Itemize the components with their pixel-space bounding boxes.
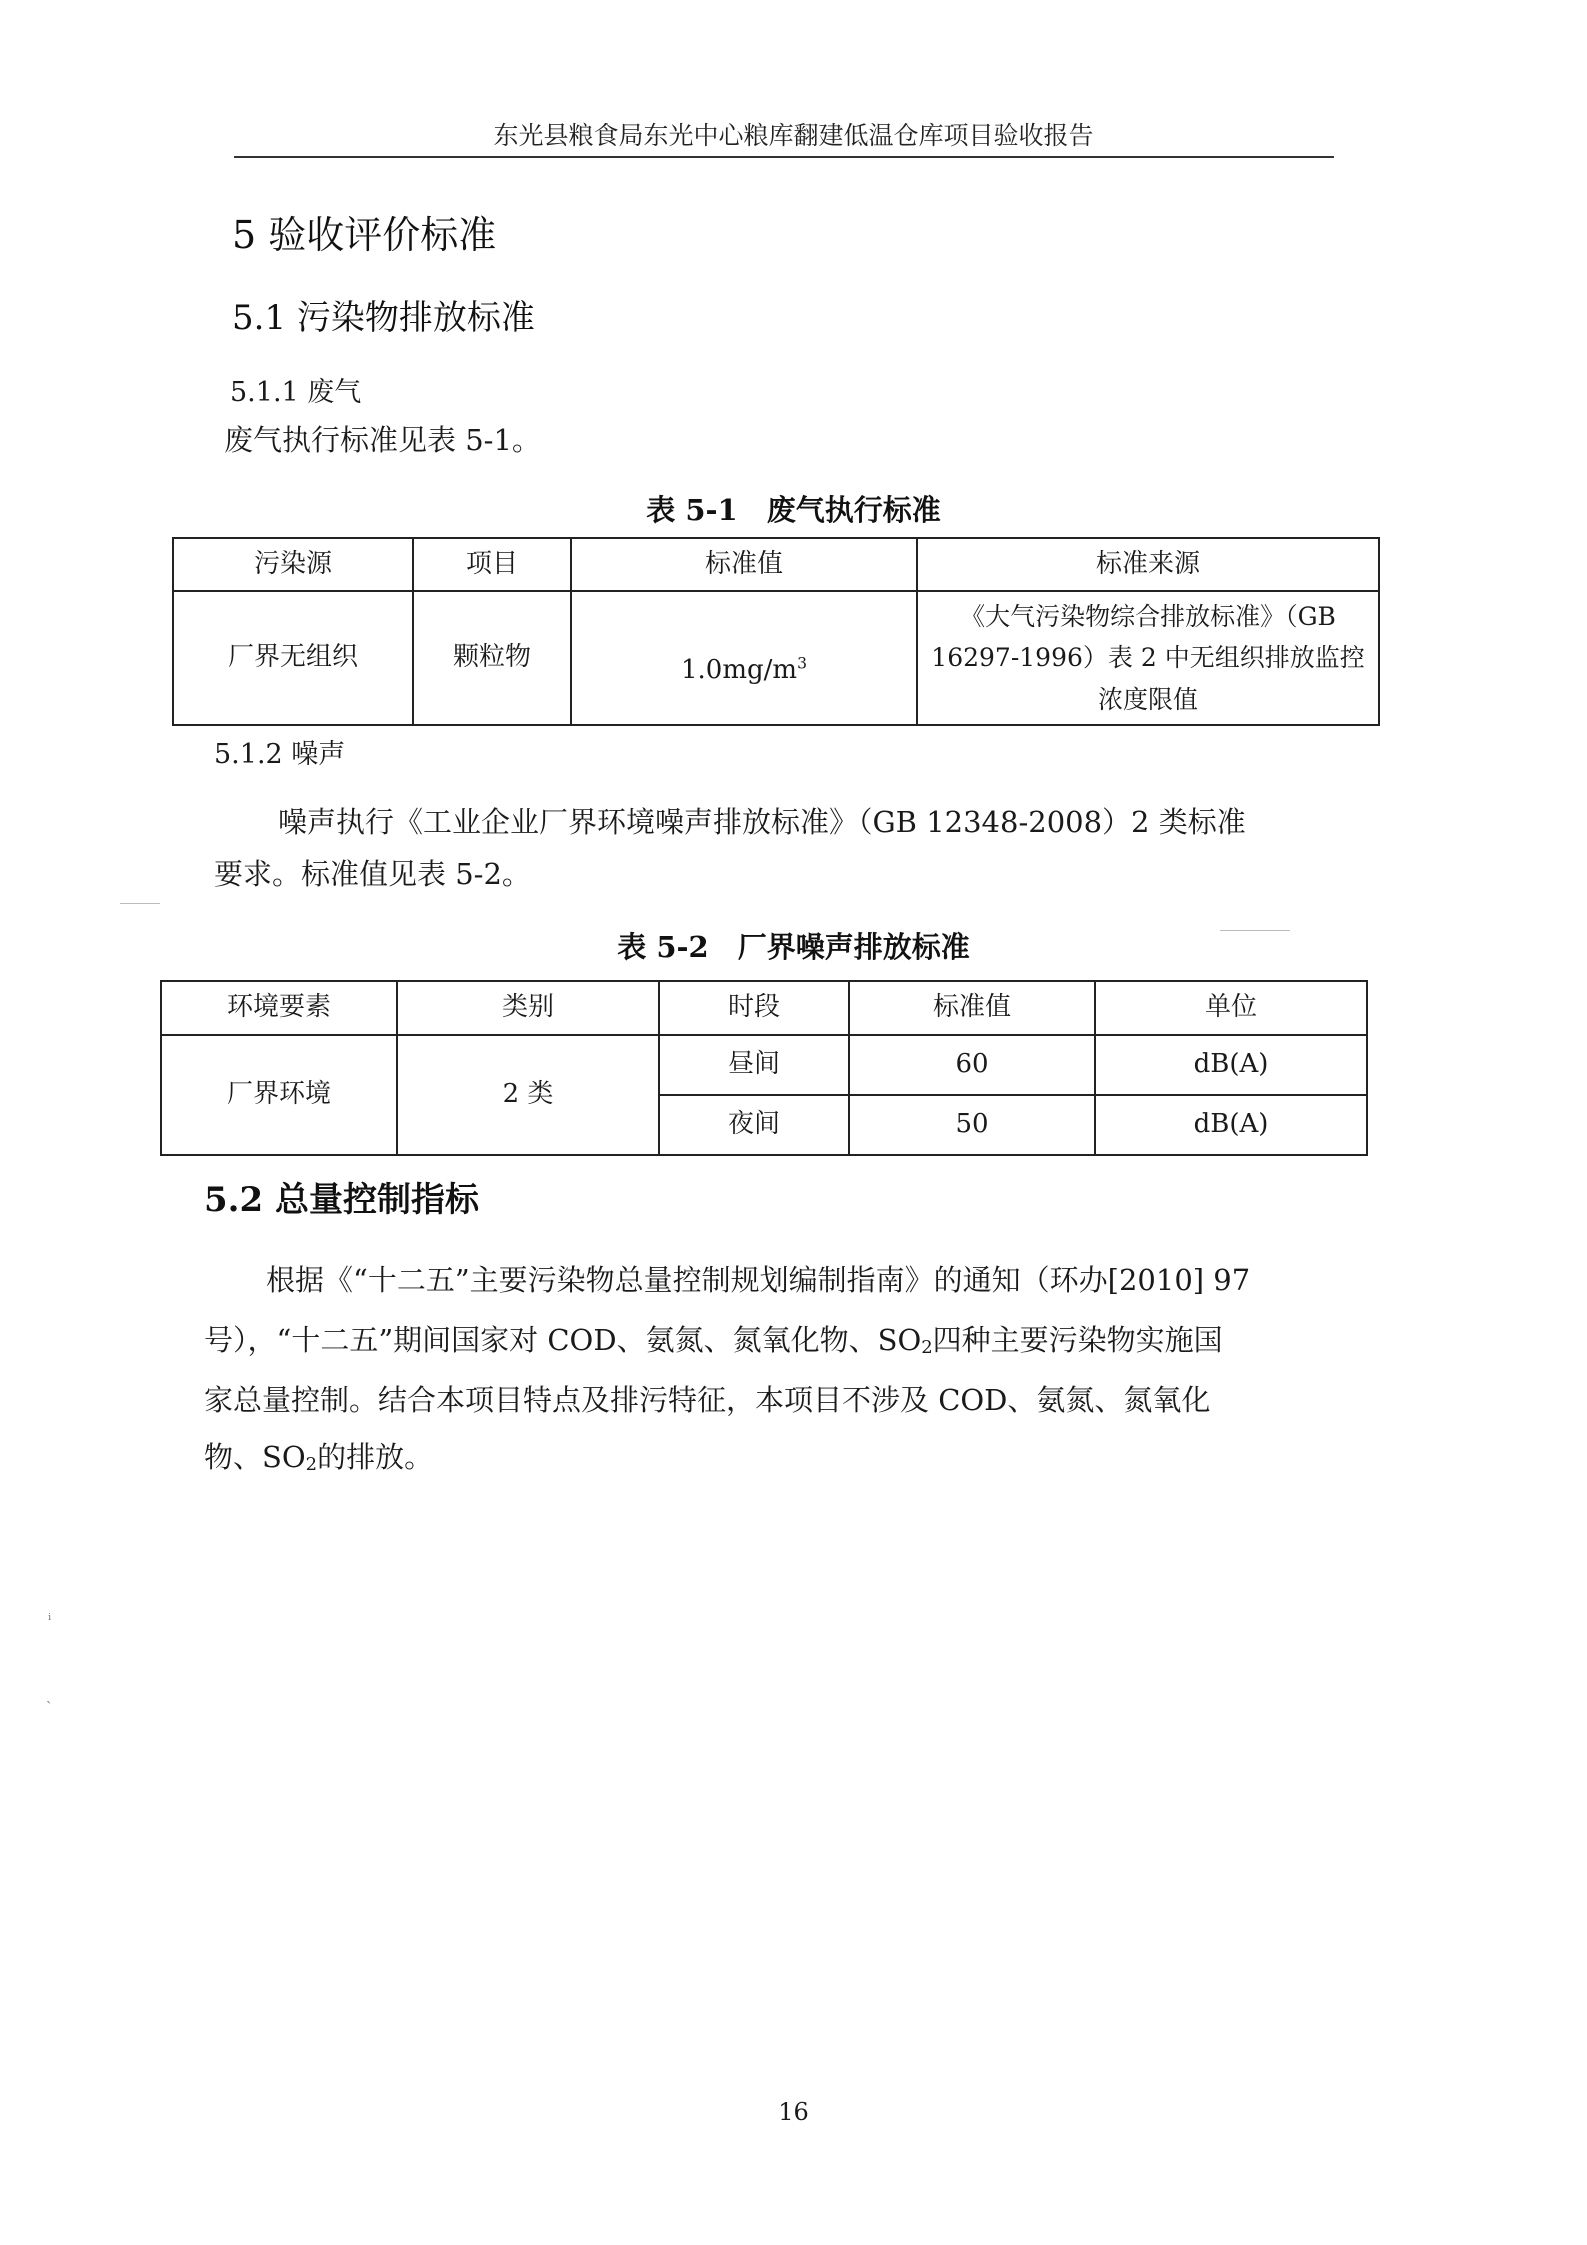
header-cell: 项目 bbox=[413, 538, 571, 591]
standard-source-cell: 《大气污染物综合排放标准》（GB 16297-1996）表 2 中无组织排放监控浓度限值 bbox=[917, 591, 1379, 725]
standard-value-text: 1.0mg/m bbox=[681, 655, 798, 686]
page-number: 16 bbox=[778, 2098, 809, 2126]
header-cell: 时段 bbox=[659, 981, 849, 1035]
line-4-text-a: 物、SO bbox=[204, 1440, 306, 1474]
table-header-row bbox=[161, 981, 1367, 1035]
subsection-5-1-2-title: 5.1.2 噪声 bbox=[214, 739, 346, 770]
scan-artifact: ˴ bbox=[46, 1690, 52, 1709]
header-cell: 标准值 bbox=[571, 538, 917, 591]
scan-artifact: ᵢ bbox=[48, 1605, 52, 1624]
unit-cell: dB(A) bbox=[1095, 1095, 1367, 1155]
header-cell: 标准来源 bbox=[917, 538, 1379, 591]
category-cell: 2 类 bbox=[397, 1035, 659, 1155]
table-row bbox=[173, 591, 1379, 725]
section-5-title: 5 验收评价标准 bbox=[232, 213, 497, 257]
line-4-text-b: 的排放。 bbox=[317, 1440, 434, 1474]
header-cell: 单位 bbox=[1095, 981, 1367, 1035]
environment-element-cell: 厂界环境 bbox=[161, 1035, 397, 1155]
header-cell: 类别 bbox=[397, 981, 659, 1035]
exhaust-standard-table bbox=[172, 537, 1380, 726]
running-header: 东光县粮食局东光中心粮库翻建低温仓库项目验收报告 bbox=[493, 121, 1094, 150]
header-cell: 污染源 bbox=[173, 538, 413, 591]
unit-cell: dB(A) bbox=[1095, 1035, 1367, 1095]
noise-paragraph-line-2: 要求。标准值见表 5-2。 bbox=[214, 857, 531, 891]
total-control-line-4 bbox=[204, 1435, 433, 1476]
standard-value-cell: 50 bbox=[849, 1095, 1095, 1155]
superscript-3: 3 bbox=[797, 654, 807, 673]
table-5-2-caption: 表 5-2 厂界噪声排放标准 bbox=[617, 930, 970, 964]
total-control-line-1: 根据《“十二五”主要污染物总量控制规划编制指南》的通知（环办[2010] 97 bbox=[266, 1263, 1251, 1297]
period-cell: 夜间 bbox=[659, 1095, 849, 1155]
noise-standard-table bbox=[160, 980, 1368, 1156]
subsection-5-1-1-title: 5.1.1 废气 bbox=[230, 377, 362, 408]
item-cell: 颗粒物 bbox=[413, 591, 571, 725]
noise-paragraph-line-1: 噪声执行《工业企业厂界环境噪声排放标准》（GB 12348-2008）2 类标准 bbox=[278, 805, 1246, 839]
header-cell: 标准值 bbox=[849, 981, 1095, 1035]
table-5-1-caption: 表 5-1 废气执行标准 bbox=[646, 493, 941, 527]
exhaust-intro-text: 废气执行标准见表 5-1。 bbox=[224, 423, 541, 457]
subscript-2: 2 bbox=[921, 1337, 933, 1358]
header-cell: 环境要素 bbox=[161, 981, 397, 1035]
table-header-row bbox=[173, 538, 1379, 591]
period-cell: 昼间 bbox=[659, 1035, 849, 1095]
total-control-line-2 bbox=[204, 1318, 1223, 1359]
section-5-1-title: 5.1 污染物排放标准 bbox=[232, 298, 535, 338]
standard-value-cell bbox=[571, 591, 917, 725]
standard-value-cell: 60 bbox=[849, 1035, 1095, 1095]
subscript-2: 2 bbox=[305, 1454, 318, 1475]
scan-artifact bbox=[120, 903, 160, 904]
total-control-line-3: 家总量控制。结合本项目特点及排污特征，本项目不涉及 COD、氨氮、氮氧化 bbox=[204, 1383, 1211, 1417]
line-2-text-b: 四种主要污染物实施国 bbox=[932, 1323, 1223, 1357]
pollution-source-cell: 厂界无组织 bbox=[173, 591, 413, 725]
line-2-text-a: 号），“十二五”期间国家对 COD、氨氮、氮氧化物、SO bbox=[204, 1323, 922, 1357]
header-rule bbox=[234, 156, 1334, 158]
table-row bbox=[161, 1035, 1367, 1095]
section-5-2-title: 5.2 总量控制指标 bbox=[204, 1180, 479, 1220]
